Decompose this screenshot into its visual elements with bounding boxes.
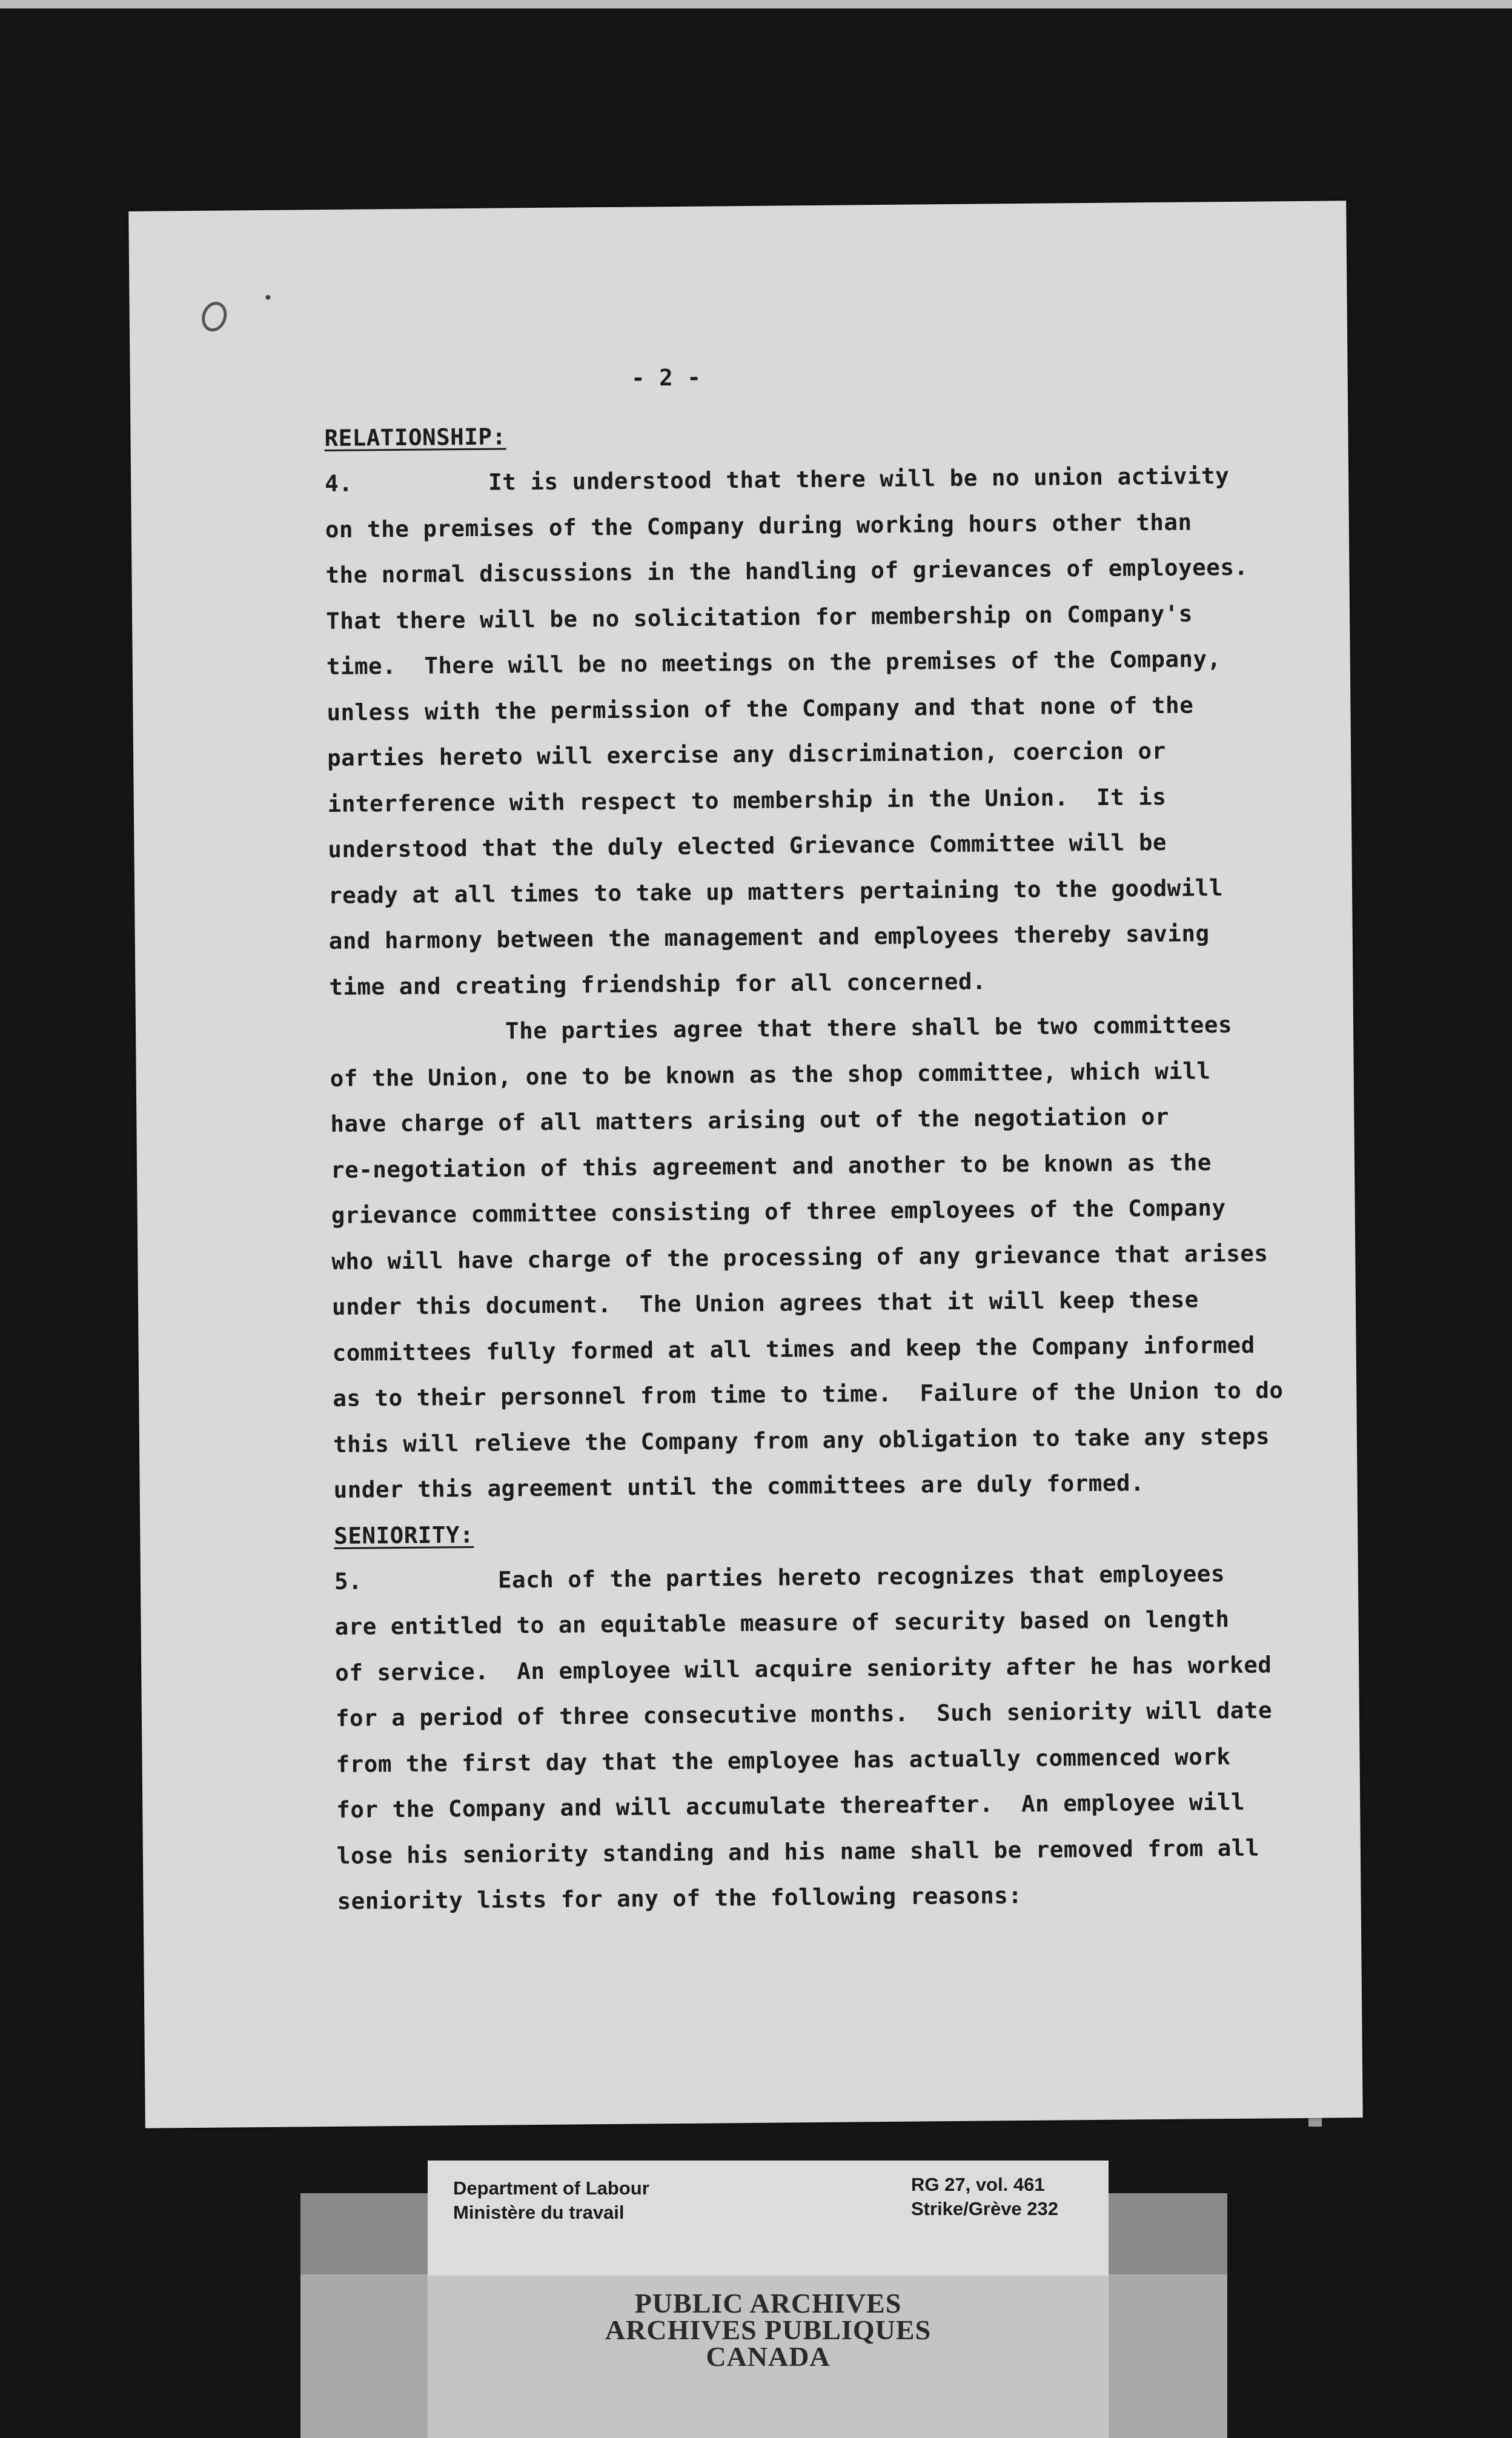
stamp-line-archives-publiques: ARCHIVES PUBLIQUES [605,2314,932,2345]
relationship-line: on the premises of the Company during working hours other than [325,508,1192,543]
reference-strike: Strike/Grève 232 [911,2198,1059,2219]
relationship-line: That there will be no solicitation for membership on Company's [325,600,1193,634]
punch-hole-mark [198,298,231,334]
relationship-line: 4. It is understood that there will be no union activity [325,453,1295,507]
committees-line: The parties agree that there shall be two committees [505,1011,1233,1045]
reference-volume: RG 27, vol. 461 [911,2174,1045,2195]
department-french: Ministère du travail [453,2202,625,2223]
seniority-line: are entitled to an equitable measure of security based on length [334,1606,1230,1640]
relationship-line: the normal discussions in the handling of grievances of employees. [325,553,1248,589]
relationship-line: and harmony between the management and employees thereby saving [328,920,1210,954]
committees-line: grievance committee consisting of three employees of the Company [331,1194,1226,1229]
committees-line: under this document. The Union agrees that it will keep these [331,1286,1199,1320]
relationship-line: ready at all times to take up matters pertaining to the goodwill [328,874,1224,909]
seniority-line: for the Company and will accumulate thereafter. An employee will [336,1788,1245,1823]
seniority-line: 5. Each of the parties hereto recognizes that employees [334,1550,1304,1604]
seniority-line: seniority lists for any of the following reasons: [337,1882,1023,1915]
relationship-line: interference with respect to membership in the Union. It is [327,783,1167,817]
relationship-line: time and creating friendship for all concerned. [329,968,987,1000]
committees-line: under this agreement until the committees are duly formed. [333,1469,1145,1503]
committees-line: have charge of all matters arising out of the negotiation or [330,1103,1170,1137]
relationship-line: understood that the duly elected Grievance Committee will be [328,828,1167,863]
relationship-line: parties hereto will exercise any discrimination, coercion or [327,737,1166,772]
department-english: Department of Labour [453,2177,649,2199]
clause-number-4: 4. [324,470,353,497]
department-label [453,2176,649,2225]
relationship-heading: RELATIONSHIP: [324,423,506,452]
reference-label [911,2173,1058,2221]
seniority-line: of service. An employee will acquire seniority after he has worked [335,1650,1272,1686]
committees-line: who will have charge of the processing of any grievance that arises [331,1239,1268,1275]
archive-stamp [428,2274,1109,2438]
archive-stamp-band [300,2274,1227,2438]
top-edge-strip [0,0,1512,8]
committees-line: this will relieve the Company from any obligation to take any steps [333,1422,1270,1458]
archive-label-area [300,2174,1227,2438]
committees-line: as to their personnel from time to time. Failure of the Union to do [333,1377,1284,1412]
archive-reference-card [428,2161,1109,2276]
page-number: - 2 - [631,364,701,391]
relationship-line: time. There will be no meetings on the premises of the Company, [326,645,1221,680]
committees-line: re-negotiation of this agreement and another to be known as the [330,1148,1212,1183]
seniority-line: lose his seniority standing and his name shall be removed from all [336,1834,1260,1869]
stamp-line-public-archives: PUBLIC ARCHIVES [634,2288,902,2319]
committees-line: committees fully formed at all times and keep the Company informed [332,1331,1255,1366]
seniority-line: from the first day that the employee has actually commenced work [336,1742,1231,1778]
relationship-line: unless with the permission of the Company and that none of the [327,691,1194,726]
archive-stamp-text [428,2290,1109,2370]
seniority-heading: SENIORITY: [334,1521,474,1549]
stamp-line-canada: CANADA [706,2341,831,2372]
typewritten-page [128,201,1363,2128]
committees-line: of the Union, one to be known as the shop committee, which will [330,1057,1211,1092]
clause-number-5: 5. [334,1567,363,1595]
page-text [323,359,1306,1924]
seniority-line: for a period of three consecutive months. Such seniority will date [335,1696,1273,1732]
ink-dot-mark [265,295,270,300]
